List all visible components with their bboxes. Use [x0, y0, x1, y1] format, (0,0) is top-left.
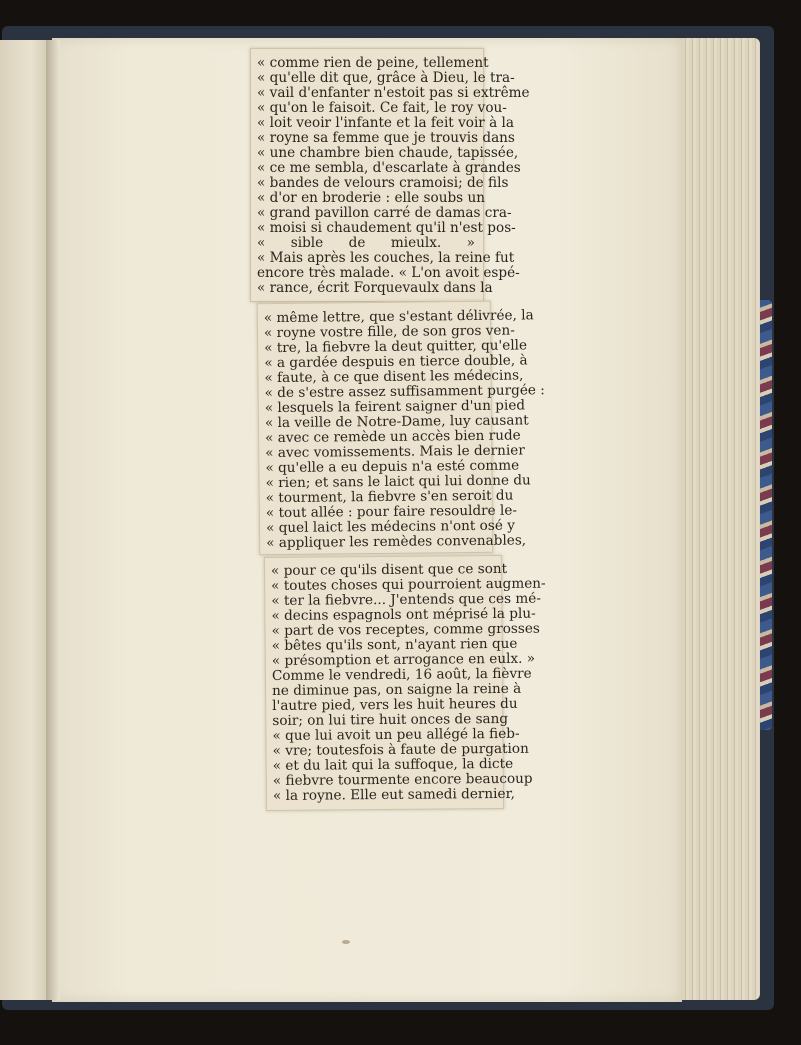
- text-line: « et du lait qui la suffoque, la dicte: [272, 755, 514, 774]
- book-gutter: [46, 40, 60, 1000]
- text-line: « royne vostre fille, de son gros ven-: [263, 322, 515, 342]
- clipping-3: [264, 555, 546, 811]
- text-line: Comme le vendredi, 16 août, la fièvre: [271, 665, 532, 684]
- text-line: soir; on lui tire huit onces de sang: [272, 710, 509, 729]
- text-line: « grand pavillon carré de damas cra-: [257, 205, 512, 221]
- text-line: « sible de mieulx. »: [257, 235, 475, 251]
- text-line: « avec vomissements. Mais le dernier: [265, 442, 525, 462]
- text-line: « une chambre bien chaude, tapissée,: [257, 145, 519, 161]
- text-line: « quel laict les médecins n'ont osé y: [265, 517, 515, 537]
- text-line: « avec ce remède un accès bien rude: [265, 427, 521, 447]
- text-line: l'autre pied, vers les huit heures du: [272, 695, 518, 714]
- text-line: « vre; toutesfois à faute de purgation: [272, 740, 529, 759]
- text-line: « lesquels la feirent saigner d'un pied: [264, 397, 526, 417]
- text-line: ne diminue pas, on saigne la reine à: [271, 680, 522, 699]
- text-line: « la veille de Notre-Dame, luy causant: [264, 412, 529, 432]
- text-line: « appliquer les remèdes convenables,: [266, 532, 527, 552]
- text-line: « bêtes qu'ils sont, n'ayant rien que: [271, 635, 518, 654]
- text-line: « moisi si chaudement qu'il n'est pos-: [257, 220, 516, 236]
- text-line: « tourment, la fiebvre s'en seroit du: [265, 487, 514, 507]
- text-line: « rien; et sans le laict qui lui donne du: [265, 472, 531, 492]
- text-line: « que lui avoit un peu allégé la fieb-: [272, 725, 520, 744]
- text-line: « faute, à ce que disent les médecins,: [264, 367, 524, 387]
- text-line: « qu'elle dit que, grâce à Dieu, le tra-: [257, 70, 515, 86]
- text-line: « bandes de velours cramoisi; de fils: [257, 175, 509, 191]
- text-line: « ter la fiebvre... J'entends que ces mé-: [271, 590, 541, 609]
- text-line: « de s'estre assez suffisamment purgée :: [264, 382, 545, 402]
- text-line: « decins espagnols ont méprisé la plu-: [271, 605, 536, 624]
- text-line: « fiebvre tourmente encore beaucoup: [272, 770, 533, 789]
- text-line: « vail d'enfanter n'estoit pas si extrême: [257, 85, 530, 101]
- text-line: « ce me sembla, d'escarlate à grandes: [257, 160, 521, 176]
- clipping-2: [257, 301, 545, 555]
- text-line: « d'or en broderie : elle soubs un: [257, 190, 485, 206]
- text-line: « qu'elle a eu depuis n'a esté comme: [265, 457, 520, 477]
- text-line: « qu'on le faisoit. Ce fait, le roy vou-: [257, 100, 507, 116]
- text-line: « présomption et arrogance en eulx. »: [271, 650, 536, 669]
- text-line: encore très malade. « L'on avoit espé-: [257, 265, 520, 281]
- text-line: « Mais après les couches, la reine fut: [257, 250, 515, 266]
- text-line: « part de vos receptes, comme grosses: [271, 620, 540, 639]
- paper-stain: [342, 940, 350, 944]
- text-line: « royne sa femme que je trouvis dans: [257, 130, 515, 146]
- left-page-edge: [0, 40, 52, 1000]
- clipping-1: [250, 48, 530, 302]
- text-line: « rance, écrit Forquevaulx dans la: [257, 280, 493, 296]
- text-line: « pour ce qu'ils disent que ce sont: [270, 560, 508, 579]
- text-line: « tre, la fiebvre la deut quitter, qu'elle: [264, 337, 528, 357]
- text-line: « même lettre, que s'estant délivrée, la: [263, 307, 534, 327]
- text-line: « a gardée despuis en tierce double, à: [264, 352, 528, 372]
- text-line: « la royne. Elle eut samedi dernier,: [272, 785, 515, 804]
- text-line: « toutes choses qui pourroient augmen-: [271, 575, 546, 594]
- text-line: « comme rien de peine, tellement: [257, 55, 489, 71]
- text-line: « tout allée : pour faire resouldre le-: [265, 502, 518, 522]
- text-line: « loit veoir l'infante et la feit voir à la: [257, 115, 515, 131]
